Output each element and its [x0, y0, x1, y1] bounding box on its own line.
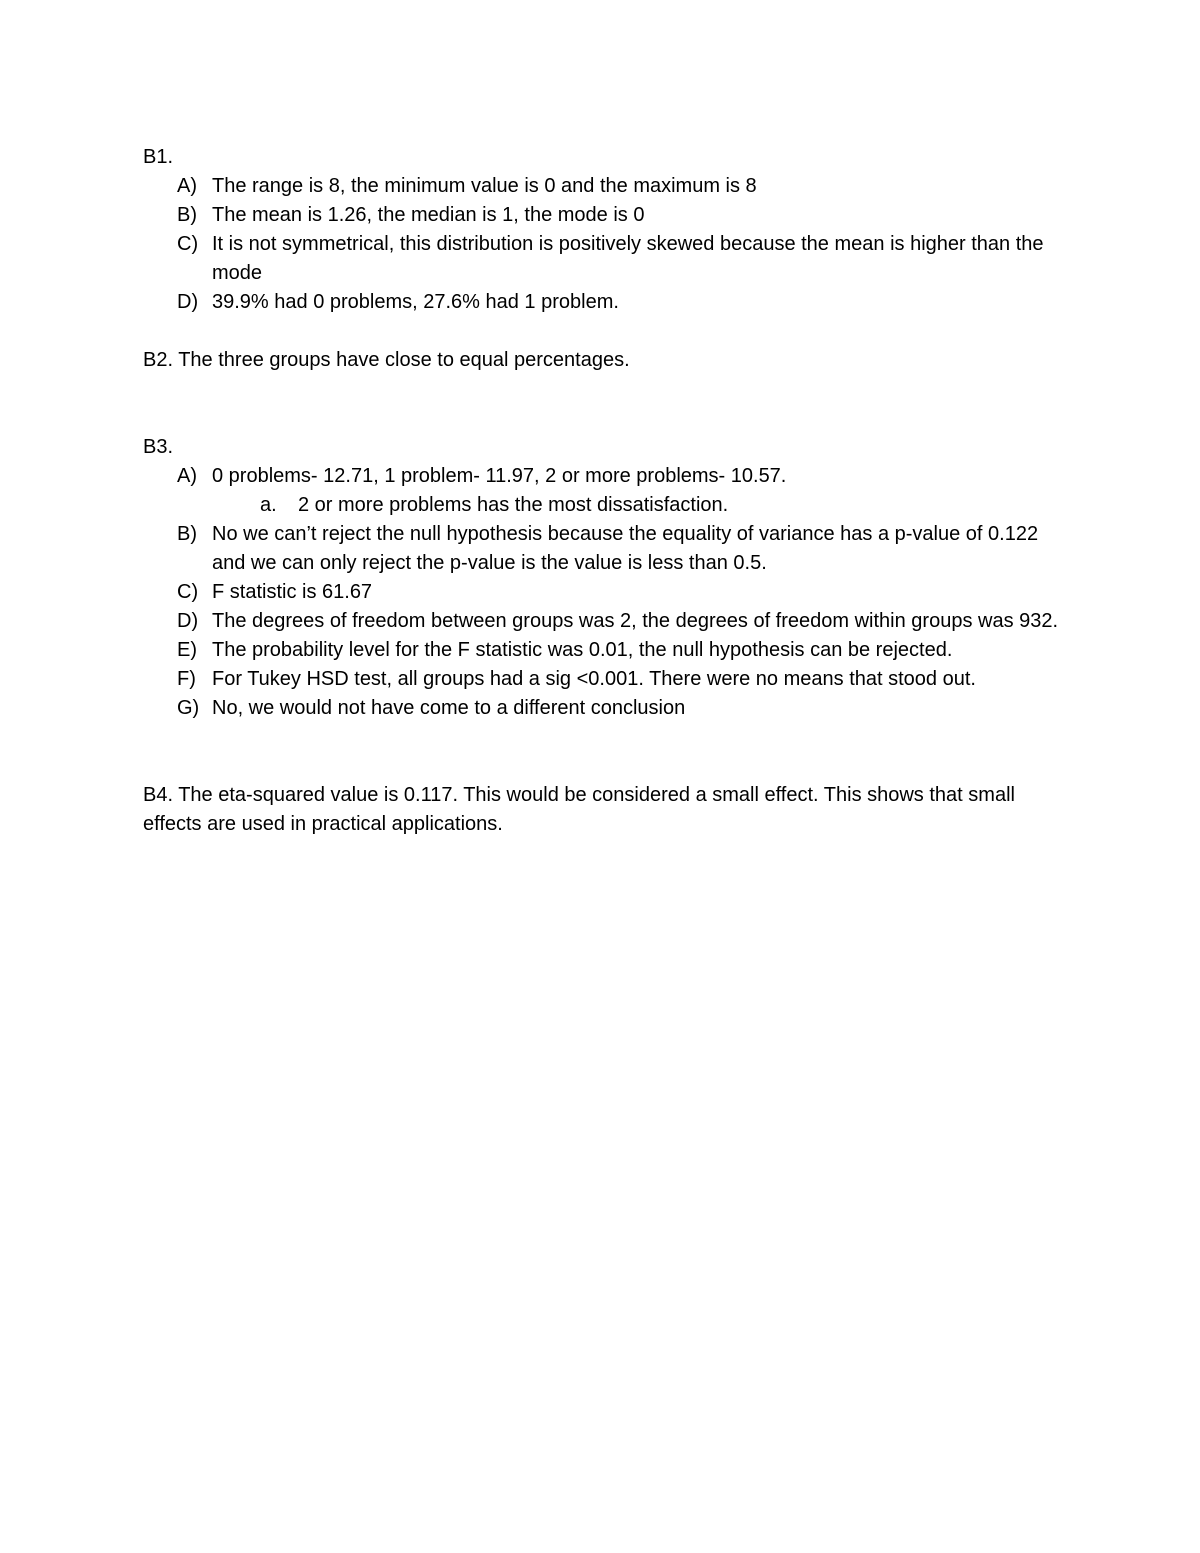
- list-item-text: The degrees of freedom between groups was 2, the degrees of freedom within groups was 932.: [212, 610, 1059, 632]
- list-marker: B): [177, 204, 197, 226]
- section-b1: [143, 143, 1063, 317]
- list-item-text: 0 problems- 12.71, 1 problem- 11.97, 2 or more problems- 10.57.: [212, 465, 787, 487]
- list-item: [143, 694, 1063, 723]
- list-item-text: For Tukey HSD test, all groups had a sig <0.001. There were no means that stood out.: [212, 668, 976, 690]
- sub-list-marker: a.: [260, 494, 277, 516]
- list-marker: D): [177, 291, 199, 313]
- list-item-text: It is not symmetrical, this distribution is positively skewed because the mean is higher than the mode: [212, 233, 1044, 284]
- b1-list: [143, 172, 1063, 317]
- list-item-text: 39.9% had 0 problems, 27.6% had 1 problem.: [212, 291, 619, 313]
- list-item: [143, 288, 1063, 317]
- sub-list-item-text: 2 or more problems has the most dissatisfaction.: [298, 494, 729, 516]
- b3-list: [143, 462, 1063, 723]
- list-marker: F): [177, 668, 196, 690]
- list-marker: C): [177, 581, 199, 603]
- list-item-text: No we can’t reject the null hypothesis because the equality of variance has a p-value of 0.122 and we can only reject the p-value is the value is less than 0.5.: [212, 523, 1039, 574]
- spacer: [143, 723, 1063, 781]
- list-item: [143, 665, 1063, 694]
- list-item: [143, 462, 1063, 491]
- b3-heading: B3.: [143, 436, 174, 458]
- list-item-text: F statistic is 61.67: [212, 581, 373, 603]
- list-item-text: The probability level for the F statistic was 0.01, the null hypothesis can be rejected.: [212, 639, 953, 661]
- list-marker: G): [177, 697, 200, 719]
- list-item: [143, 230, 1063, 288]
- list-item-text: The mean is 1.26, the median is 1, the mode is 0: [212, 204, 645, 226]
- list-item: [143, 201, 1063, 230]
- list-item: [143, 636, 1063, 665]
- list-item: [143, 578, 1063, 607]
- list-marker: E): [177, 639, 197, 661]
- list-marker: D): [177, 610, 199, 632]
- list-marker: A): [177, 465, 197, 487]
- list-item: [143, 520, 1063, 578]
- section-b3: [143, 433, 1063, 723]
- spacer: [143, 375, 1063, 433]
- b2-paragraph: B2. The three groups have close to equal percentages.: [143, 349, 630, 371]
- list-marker: C): [177, 233, 199, 255]
- list-item: [143, 607, 1063, 636]
- list-item-text: The range is 8, the minimum value is 0 and the maximum is 8: [212, 175, 757, 197]
- list-marker: B): [177, 523, 197, 545]
- list-marker: A): [177, 175, 197, 197]
- list-item-text: No, we would not have come to a different conclusion: [212, 697, 686, 719]
- list-item: [143, 172, 1063, 201]
- sub-list-item: [143, 491, 1063, 520]
- document-body: [143, 143, 1063, 839]
- b4-paragraph: B4. The eta-squared value is 0.117. This would be considered a small effect. This shows that small effects are used in practical applications.: [143, 784, 1015, 835]
- spacer: [143, 317, 1063, 346]
- b1-heading: B1.: [143, 146, 174, 168]
